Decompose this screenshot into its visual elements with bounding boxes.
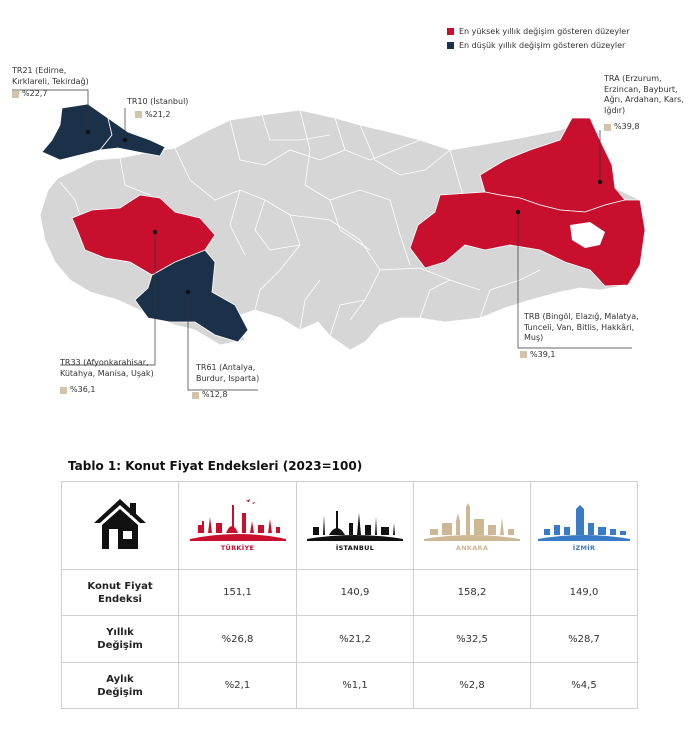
- table-cell: 151,1: [179, 570, 297, 616]
- callout-tr61-name-2: Burdur, Isparta): [196, 373, 260, 383]
- turkiye-skyline-icon: [188, 493, 288, 543]
- callout-tr10-value: %21,2: [145, 109, 171, 119]
- table-row: [62, 570, 638, 616]
- row-label-index: [62, 570, 179, 616]
- callout-tra-name-1: TRA (Erzurum,: [604, 74, 662, 83]
- price-index-table: [61, 481, 638, 709]
- callout-tr10-name-1: TR10 (İstanbul): [127, 97, 189, 106]
- callout-tr21-name-1: TR21 (Edirne,: [12, 66, 67, 75]
- row-label-monthly: [62, 663, 179, 709]
- house-icon: [90, 495, 150, 553]
- callout-tr21-value: %22,7: [22, 89, 48, 98]
- callout-tr33: [60, 358, 154, 396]
- legend-high-label: En yüksek yıllık değişim gösteren düzeyler: [459, 27, 630, 36]
- table-row: [62, 663, 638, 709]
- table-cell: %26,8: [179, 616, 297, 663]
- callout-tr21: [12, 66, 89, 100]
- table-row: [62, 616, 638, 663]
- callout-trb-value: %39,1: [530, 349, 556, 359]
- callout-tr61-name-1: TR61 (Antalya,: [196, 363, 256, 372]
- row-label-line: Konut Fiyat: [87, 580, 153, 592]
- city-ankara: [414, 482, 531, 570]
- row-label-annual: [62, 616, 179, 663]
- ankara-skyline-icon: [422, 493, 522, 543]
- callout-tra-name-3: Ağrı, Ardahan, Kars,: [604, 95, 684, 104]
- callout-tr10: [127, 97, 188, 120]
- callout-tr33-value: %36,1: [70, 385, 96, 394]
- izmir-skyline-icon: [536, 493, 632, 543]
- legend-high: [447, 27, 629, 36]
- value-chip: [192, 392, 199, 399]
- callout-trb: [524, 312, 639, 360]
- callout-tr21-name-2: Kırklareli, Tekirdağ): [12, 76, 89, 86]
- legend-low-swatch: [447, 42, 454, 49]
- callout-trb-name-1: TRB (Bingöl, Elazığ, Malatya,: [524, 312, 639, 321]
- table-header-row: [62, 482, 638, 570]
- value-chip: [520, 351, 527, 358]
- house-icon-cell: [62, 482, 179, 570]
- callout-trb-name-3: Muş): [524, 333, 544, 342]
- table-title: Tablo 1: Konut Fiyat Endeksleri (2023=100): [68, 459, 363, 473]
- callout-tr33-name-2: Kütahya, Manisa, Uşak): [60, 368, 154, 378]
- table-cell: %1,1: [297, 663, 414, 709]
- city-istanbul: [297, 482, 414, 570]
- callout-tra: [604, 74, 684, 133]
- table-cell: %28,7: [531, 616, 638, 663]
- callout-tra-name-2: Erzincan, Bayburt,: [604, 84, 678, 94]
- city-label-turkiye: TÜRKİYE: [220, 544, 255, 552]
- legend-low-label: En düşük yıllık değişim gösteren düzeyler: [459, 41, 626, 50]
- value-chip: [60, 387, 67, 394]
- callout-tra-value: %39,8: [614, 122, 640, 131]
- row-label-line: Değişim: [97, 686, 143, 698]
- region-tr21: [42, 104, 112, 160]
- row-label-line: Değişim: [97, 640, 143, 651]
- table-cell: %2,1: [179, 663, 297, 709]
- table-cell: 158,2: [414, 570, 531, 616]
- table-cell: 140,9: [297, 570, 414, 616]
- table-cell: %32,5: [414, 616, 531, 663]
- callout-tr33-name-1: TR33 (Afyonkarahisar,: [60, 358, 149, 367]
- callout-tra-name-4: Iğdır): [604, 105, 626, 115]
- table-cell: %4,5: [531, 663, 638, 709]
- legend-low: [447, 41, 625, 50]
- row-label-line: Yıllık: [106, 627, 134, 638]
- value-chip: [12, 91, 19, 98]
- value-chip: [604, 124, 611, 131]
- row-label-line: Aylık: [106, 673, 134, 685]
- table-cell: 149,0: [531, 570, 638, 616]
- istanbul-skyline-icon: [305, 493, 405, 543]
- city-izmir: [531, 482, 638, 570]
- city-turkiye: [179, 482, 297, 570]
- table-cell: %21,2: [297, 616, 414, 663]
- callout-trb-name-2: Tunceli, Van, Bitlis, Hakkâri,: [524, 322, 635, 332]
- table-cell: %2,8: [414, 663, 531, 709]
- city-label-izmir: İZMİR: [572, 544, 596, 552]
- legend-high-swatch: [447, 28, 454, 35]
- city-label-istanbul: İSTANBUL: [335, 544, 375, 552]
- callout-tr61: [196, 363, 259, 401]
- value-chip: [135, 111, 142, 118]
- city-label-ankara: ANKARA: [455, 544, 489, 552]
- row-label-line: Endeksi: [98, 593, 142, 605]
- callout-tr61-value: %12,8: [202, 390, 228, 399]
